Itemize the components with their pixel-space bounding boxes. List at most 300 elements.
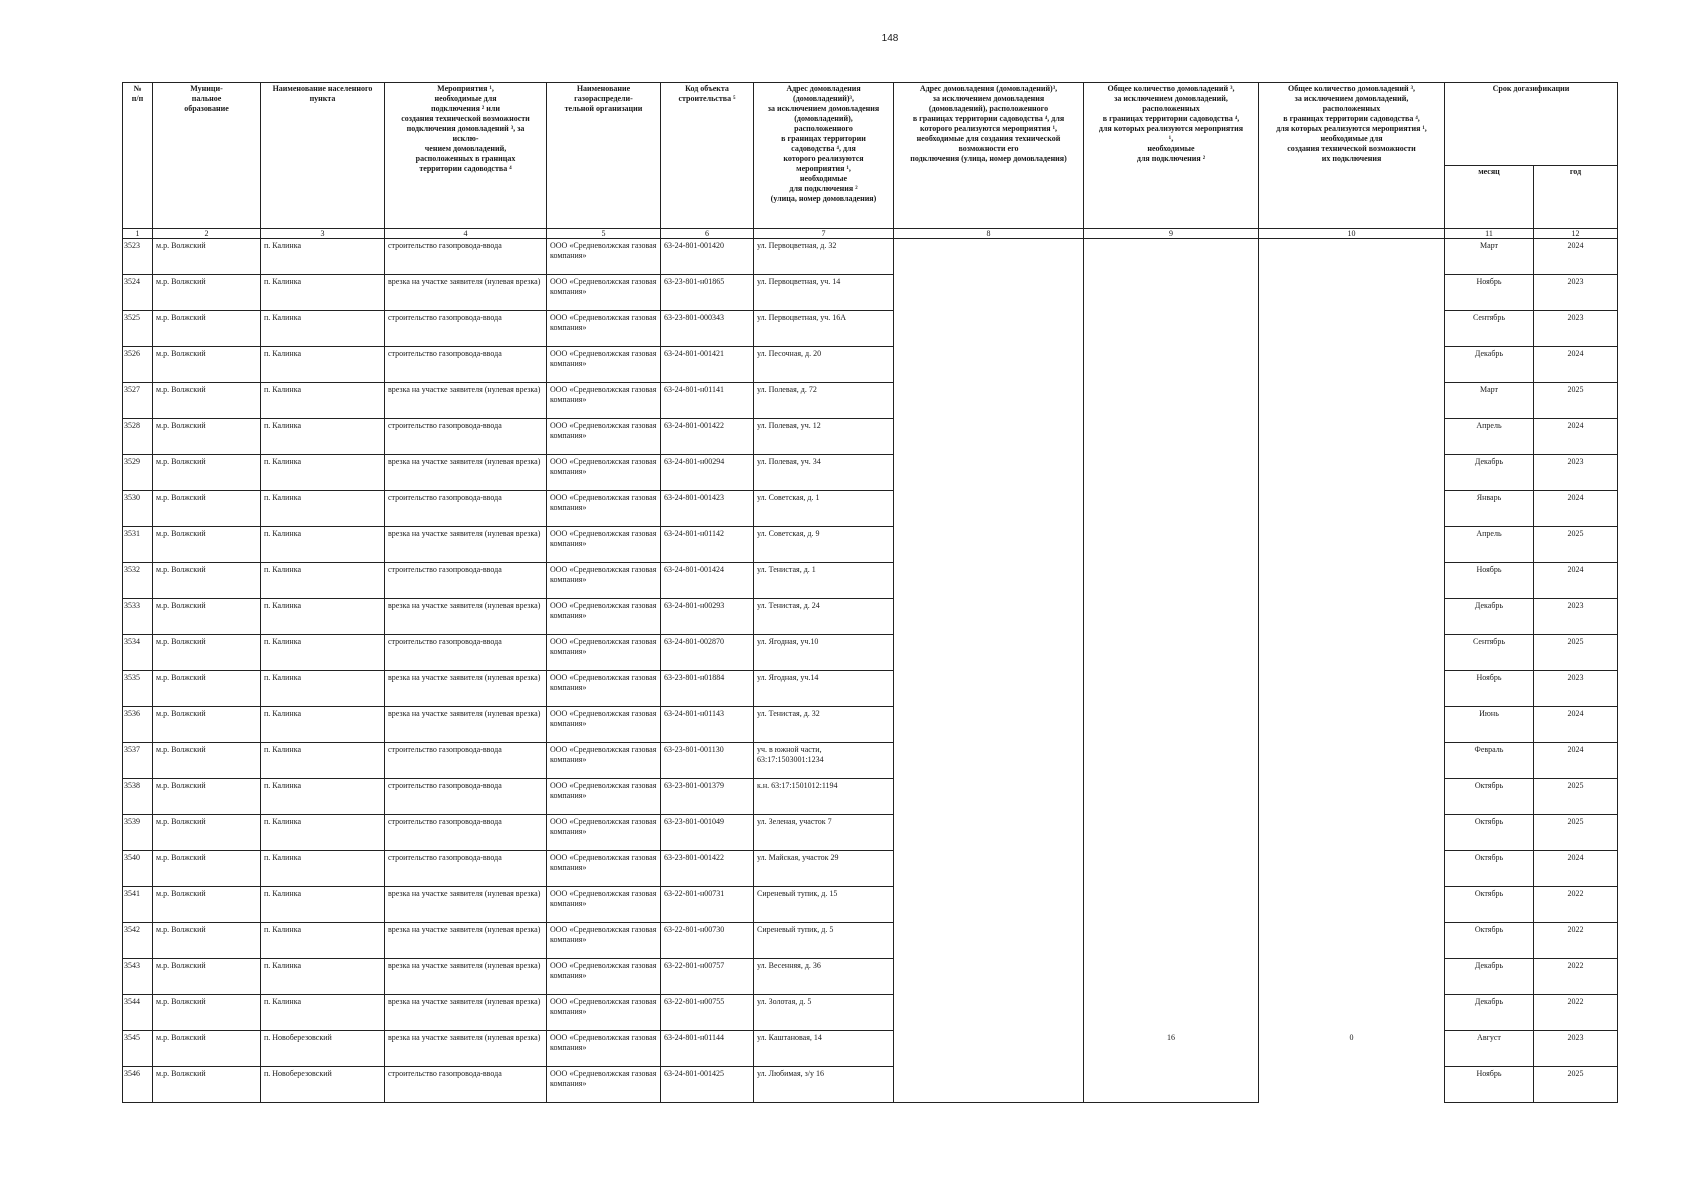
year-cell: 2024 bbox=[1534, 347, 1618, 383]
row-number: 3538 bbox=[123, 779, 153, 815]
event-cell: строительство газопровода-ввода bbox=[385, 347, 547, 383]
object-code-cell: 63-24-801-н00293 bbox=[661, 599, 754, 635]
organization-cell: ООО «Средневолжская газовая компания» bbox=[547, 383, 661, 419]
count-connection-cell bbox=[1084, 815, 1259, 851]
count-connection-cell bbox=[1084, 599, 1259, 635]
address-technical-cell bbox=[894, 599, 1084, 635]
column-number: 4 bbox=[385, 229, 547, 239]
column-number: 7 bbox=[754, 229, 894, 239]
address-technical-cell bbox=[894, 1031, 1084, 1067]
address-cell: ул. Ягодная, уч.10 bbox=[754, 635, 894, 671]
table-row bbox=[123, 923, 1618, 959]
event-cell: врезка на участке заявителя (нулевая врезка) bbox=[385, 383, 547, 419]
column-number: 8 bbox=[894, 229, 1084, 239]
table-row bbox=[123, 743, 1618, 779]
object-code-cell: 63-23-801-001379 bbox=[661, 779, 754, 815]
settlement-cell: п. Калинка bbox=[261, 923, 385, 959]
year-cell: 2023 bbox=[1534, 671, 1618, 707]
address-cell: Сиреневый тупик, д. 15 bbox=[754, 887, 894, 923]
settlement-cell: п. Калинка bbox=[261, 599, 385, 635]
address-technical-cell bbox=[894, 887, 1084, 923]
event-cell: врезка на участке заявителя (нулевая врезка) bbox=[385, 995, 547, 1031]
table-row bbox=[123, 311, 1618, 347]
header-number: № п/п bbox=[123, 83, 153, 229]
row-number: 3542 bbox=[123, 923, 153, 959]
address-technical-cell bbox=[894, 419, 1084, 455]
year-cell: 2022 bbox=[1534, 959, 1618, 995]
table-body bbox=[123, 239, 1618, 1103]
count-technical-cell bbox=[1259, 527, 1445, 563]
event-cell: строительство газопровода-ввода bbox=[385, 851, 547, 887]
table-row bbox=[123, 455, 1618, 491]
row-number: 3543 bbox=[123, 959, 153, 995]
column-number: 3 bbox=[261, 229, 385, 239]
object-code-cell: 63-23-801-н01865 bbox=[661, 275, 754, 311]
municipality-cell: м.р. Волжский bbox=[153, 995, 261, 1031]
object-code-cell: 63-23-801-001049 bbox=[661, 815, 754, 851]
event-cell: врезка на участке заявителя (нулевая врезка) bbox=[385, 275, 547, 311]
settlement-cell: п. Калинка bbox=[261, 635, 385, 671]
object-code-cell: 63-24-801-н01142 bbox=[661, 527, 754, 563]
event-cell: врезка на участке заявителя (нулевая врезка) bbox=[385, 671, 547, 707]
header-address-connection: Адрес домовладения (домовладений)³, за исключением домовладения (домовладений), расположенного в границах территории садоводства ⁴, для которого реализуются мероприятия ¹, необходимые для подключения ² (улица, номер домовладения) bbox=[754, 83, 894, 229]
settlement-cell: п. Калинка bbox=[261, 383, 385, 419]
organization-cell: ООО «Средневолжская газовая компания» bbox=[547, 419, 661, 455]
settlement-cell: п. Калинка bbox=[261, 743, 385, 779]
municipality-cell: м.р. Волжский bbox=[153, 815, 261, 851]
organization-cell: ООО «Средневолжская газовая компания» bbox=[547, 239, 661, 275]
count-technical-cell bbox=[1259, 671, 1445, 707]
address-cell: уч. в южной части, 63:17:1503001:1234 bbox=[754, 743, 894, 779]
column-number: 12 bbox=[1534, 229, 1618, 239]
table-row bbox=[123, 635, 1618, 671]
year-cell: 2023 bbox=[1534, 1031, 1618, 1067]
row-number: 3526 bbox=[123, 347, 153, 383]
address-technical-cell bbox=[894, 1067, 1084, 1103]
count-technical-cell: 0 bbox=[1259, 1031, 1445, 1067]
month-cell: Август bbox=[1445, 1031, 1534, 1067]
header-settlement: Наименование населенного пункта bbox=[261, 83, 385, 229]
address-technical-cell bbox=[894, 815, 1084, 851]
municipality-cell: м.р. Волжский bbox=[153, 1067, 261, 1103]
column-number: 10 bbox=[1259, 229, 1445, 239]
event-cell: строительство газопровода-ввода bbox=[385, 815, 547, 851]
column-number-row bbox=[123, 229, 1618, 239]
event-cell: строительство газопровода-ввода bbox=[385, 779, 547, 815]
column-number: 11 bbox=[1445, 229, 1534, 239]
address-cell: ул. Первоцветная, д. 32 bbox=[754, 239, 894, 275]
address-technical-cell bbox=[894, 347, 1084, 383]
event-cell: строительство газопровода-ввода bbox=[385, 563, 547, 599]
count-connection-cell bbox=[1084, 743, 1259, 779]
month-cell: Декабрь bbox=[1445, 455, 1534, 491]
organization-cell: ООО «Средневолжская газовая компания» bbox=[547, 815, 661, 851]
month-cell: Апрель bbox=[1445, 527, 1534, 563]
month-cell: Апрель bbox=[1445, 419, 1534, 455]
row-number: 3535 bbox=[123, 671, 153, 707]
address-technical-cell bbox=[894, 383, 1084, 419]
row-number: 3531 bbox=[123, 527, 153, 563]
municipality-cell: м.р. Волжский bbox=[153, 311, 261, 347]
month-cell: Март bbox=[1445, 383, 1534, 419]
object-code-cell: 63-24-801-001423 bbox=[661, 491, 754, 527]
count-connection-cell bbox=[1084, 707, 1259, 743]
table-row bbox=[123, 419, 1618, 455]
municipality-cell: м.р. Волжский bbox=[153, 851, 261, 887]
organization-cell: ООО «Средневолжская газовая компания» bbox=[547, 779, 661, 815]
object-code-cell: 63-24-801-001425 bbox=[661, 1067, 754, 1103]
address-technical-cell bbox=[894, 707, 1084, 743]
column-number: 1 bbox=[123, 229, 153, 239]
table-row bbox=[123, 383, 1618, 419]
municipality-cell: м.р. Волжский bbox=[153, 239, 261, 275]
header-row bbox=[123, 83, 1618, 166]
count-technical-cell bbox=[1259, 455, 1445, 491]
row-number: 3529 bbox=[123, 455, 153, 491]
count-connection-cell bbox=[1084, 959, 1259, 995]
row-number: 3524 bbox=[123, 275, 153, 311]
count-technical-cell bbox=[1259, 923, 1445, 959]
organization-cell: ООО «Средневолжская газовая компания» bbox=[547, 887, 661, 923]
municipality-cell: м.р. Волжский bbox=[153, 635, 261, 671]
table-row bbox=[123, 815, 1618, 851]
count-technical-cell bbox=[1259, 851, 1445, 887]
event-cell: врезка на участке заявителя (нулевая врезка) bbox=[385, 923, 547, 959]
object-code-cell: 63-24-801-001421 bbox=[661, 347, 754, 383]
year-cell: 2025 bbox=[1534, 1067, 1618, 1103]
settlement-cell: п. Калинка bbox=[261, 239, 385, 275]
count-technical-cell bbox=[1259, 959, 1445, 995]
address-cell: ул. Полевая, уч. 12 bbox=[754, 419, 894, 455]
event-cell: строительство газопровода-ввода bbox=[385, 635, 547, 671]
month-cell: Сентябрь bbox=[1445, 635, 1534, 671]
organization-cell: ООО «Средневолжская газовая компания» bbox=[547, 743, 661, 779]
address-technical-cell bbox=[894, 275, 1084, 311]
month-cell: Октябрь bbox=[1445, 815, 1534, 851]
year-cell: 2022 bbox=[1534, 995, 1618, 1031]
count-connection-cell bbox=[1084, 455, 1259, 491]
event-cell: врезка на участке заявителя (нулевая врезка) bbox=[385, 959, 547, 995]
object-code-cell: 63-24-801-001424 bbox=[661, 563, 754, 599]
address-technical-cell bbox=[894, 995, 1084, 1031]
organization-cell: ООО «Средневолжская газовая компания» bbox=[547, 671, 661, 707]
municipality-cell: м.р. Волжский bbox=[153, 455, 261, 491]
row-number: 3536 bbox=[123, 707, 153, 743]
municipality-cell: м.р. Волжский bbox=[153, 491, 261, 527]
year-cell: 2024 bbox=[1534, 707, 1618, 743]
count-technical-cell bbox=[1259, 779, 1445, 815]
settlement-cell: п. Калинка bbox=[261, 887, 385, 923]
settlement-cell: п. Калинка bbox=[261, 995, 385, 1031]
address-cell: ул. Майская, участок 29 bbox=[754, 851, 894, 887]
table-row bbox=[123, 779, 1618, 815]
count-connection-cell bbox=[1084, 419, 1259, 455]
month-cell: Январь bbox=[1445, 491, 1534, 527]
address-cell: ул. Советская, д. 1 bbox=[754, 491, 894, 527]
object-code-cell: 63-22-801-н00757 bbox=[661, 959, 754, 995]
municipality-cell: м.р. Волжский bbox=[153, 959, 261, 995]
month-cell: Ноябрь bbox=[1445, 563, 1534, 599]
year-cell: 2022 bbox=[1534, 887, 1618, 923]
address-cell: к.н. 63:17:1501012:1194 bbox=[754, 779, 894, 815]
year-cell: 2025 bbox=[1534, 779, 1618, 815]
address-technical-cell bbox=[894, 491, 1084, 527]
month-cell: Декабрь bbox=[1445, 959, 1534, 995]
year-cell: 2025 bbox=[1534, 815, 1618, 851]
month-cell: Июнь bbox=[1445, 707, 1534, 743]
organization-cell: ООО «Средневолжская газовая компания» bbox=[547, 1067, 661, 1103]
year-cell: 2023 bbox=[1534, 455, 1618, 491]
address-technical-cell bbox=[894, 743, 1084, 779]
address-cell: ул. Первоцветная, уч. 14 bbox=[754, 275, 894, 311]
count-technical-cell bbox=[1259, 635, 1445, 671]
count-technical-cell bbox=[1259, 815, 1445, 851]
municipality-cell: м.р. Волжский bbox=[153, 347, 261, 383]
count-technical-cell bbox=[1259, 599, 1445, 635]
count-connection-cell bbox=[1084, 851, 1259, 887]
count-connection-cell bbox=[1084, 779, 1259, 815]
municipality-cell: м.р. Волжский bbox=[153, 275, 261, 311]
address-cell: ул. Ягодная, уч.14 bbox=[754, 671, 894, 707]
count-connection-cell bbox=[1084, 1067, 1259, 1103]
settlement-cell: п. Калинка bbox=[261, 491, 385, 527]
table-row bbox=[123, 707, 1618, 743]
count-technical-cell bbox=[1259, 743, 1445, 779]
column-number: 5 bbox=[547, 229, 661, 239]
year-cell: 2023 bbox=[1534, 311, 1618, 347]
count-technical-cell bbox=[1259, 995, 1445, 1031]
row-number: 3530 bbox=[123, 491, 153, 527]
header-address-technical: Адрес домовладения (домовладений)³, за исключением домовладения (домовладений), расположенного в границах территории садоводства ⁴, для которого реализуются мероприятия ¹, необходимые для создания технической возможности его подключения (улица, номер домовладения) bbox=[894, 83, 1084, 229]
object-code-cell: 63-22-801-н00755 bbox=[661, 995, 754, 1031]
count-technical-cell bbox=[1259, 419, 1445, 455]
count-technical-cell bbox=[1259, 1067, 1445, 1103]
event-cell: врезка на участке заявителя (нулевая врезка) bbox=[385, 455, 547, 491]
table-row bbox=[123, 887, 1618, 923]
year-cell: 2024 bbox=[1534, 491, 1618, 527]
month-cell: Октябрь bbox=[1445, 923, 1534, 959]
settlement-cell: п. Калинка bbox=[261, 671, 385, 707]
address-technical-cell bbox=[894, 851, 1084, 887]
settlement-cell: п. Калинка bbox=[261, 707, 385, 743]
organization-cell: ООО «Средневолжская газовая компания» bbox=[547, 527, 661, 563]
address-cell: ул. Тенистая, д. 24 bbox=[754, 599, 894, 635]
event-cell: строительство газопровода-ввода bbox=[385, 239, 547, 275]
table-row bbox=[123, 275, 1618, 311]
event-cell: строительство газопровода-ввода bbox=[385, 1067, 547, 1103]
count-connection-cell bbox=[1084, 527, 1259, 563]
address-technical-cell bbox=[894, 779, 1084, 815]
count-technical-cell bbox=[1259, 275, 1445, 311]
header-deadline: Срок догазификации bbox=[1445, 83, 1618, 166]
address-cell: ул. Первоцветная, уч. 16А bbox=[754, 311, 894, 347]
month-cell: Ноябрь bbox=[1445, 1067, 1534, 1103]
header-year: год bbox=[1534, 166, 1618, 229]
municipality-cell: м.р. Волжский bbox=[153, 923, 261, 959]
table-row bbox=[123, 851, 1618, 887]
settlement-cell: п. Новоберезовский bbox=[261, 1067, 385, 1103]
count-connection-cell bbox=[1084, 491, 1259, 527]
object-code-cell: 63-22-801-н00730 bbox=[661, 923, 754, 959]
object-code-cell: 63-23-801-001130 bbox=[661, 743, 754, 779]
gasification-table bbox=[122, 82, 1618, 1103]
organization-cell: ООО «Средневолжская газовая компания» bbox=[547, 995, 661, 1031]
table-row bbox=[123, 527, 1618, 563]
settlement-cell: п. Калинка bbox=[261, 347, 385, 383]
settlement-cell: п. Калинка bbox=[261, 959, 385, 995]
address-cell: ул. Полевая, уч. 34 bbox=[754, 455, 894, 491]
event-cell: строительство газопровода-ввода bbox=[385, 311, 547, 347]
count-connection-cell bbox=[1084, 563, 1259, 599]
organization-cell: ООО «Средневолжская газовая компания» bbox=[547, 563, 661, 599]
settlement-cell: п. Калинка bbox=[261, 563, 385, 599]
event-cell: врезка на участке заявителя (нулевая врезка) bbox=[385, 527, 547, 563]
row-number: 3539 bbox=[123, 815, 153, 851]
row-number: 3533 bbox=[123, 599, 153, 635]
organization-cell: ООО «Средневолжская газовая компания» bbox=[547, 923, 661, 959]
settlement-cell: п. Калинка bbox=[261, 311, 385, 347]
count-technical-cell bbox=[1259, 563, 1445, 599]
address-technical-cell bbox=[894, 239, 1084, 275]
row-number: 3527 bbox=[123, 383, 153, 419]
count-connection-cell bbox=[1084, 383, 1259, 419]
settlement-cell: п. Калинка bbox=[261, 455, 385, 491]
count-connection-cell bbox=[1084, 995, 1259, 1031]
address-cell: Сиреневый тупик, д. 5 bbox=[754, 923, 894, 959]
table-row bbox=[123, 491, 1618, 527]
address-cell: ул. Тенистая, д. 1 bbox=[754, 563, 894, 599]
table-row bbox=[123, 1067, 1618, 1103]
year-cell: 2024 bbox=[1534, 239, 1618, 275]
month-cell: Сентябрь bbox=[1445, 311, 1534, 347]
table-row bbox=[123, 563, 1618, 599]
object-code-cell: 63-24-801-н01143 bbox=[661, 707, 754, 743]
header-count-connection: Общее количество домовладений ³, за исключением домовладений, расположенных в границах территории садоводства ⁴, для которых реализуются мероприятия ¹, необходимые для подключения ² bbox=[1084, 83, 1259, 229]
object-code-cell: 63-24-801-н00294 bbox=[661, 455, 754, 491]
event-cell: врезка на участке заявителя (нулевая врезка) bbox=[385, 707, 547, 743]
address-cell: ул. Тенистая, д. 32 bbox=[754, 707, 894, 743]
count-connection-cell bbox=[1084, 887, 1259, 923]
municipality-cell: м.р. Волжский bbox=[153, 599, 261, 635]
header-organization: Наименование газораспредели- тельной организации bbox=[547, 83, 661, 229]
month-cell: Октябрь bbox=[1445, 887, 1534, 923]
row-number: 3534 bbox=[123, 635, 153, 671]
column-number: 9 bbox=[1084, 229, 1259, 239]
address-cell: ул. Каштановая, 14 bbox=[754, 1031, 894, 1067]
settlement-cell: п. Калинка bbox=[261, 779, 385, 815]
table-row bbox=[123, 671, 1618, 707]
organization-cell: ООО «Средневолжская газовая компания» bbox=[547, 851, 661, 887]
event-cell: строительство газопровода-ввода bbox=[385, 419, 547, 455]
object-code-cell: 63-22-801-н00731 bbox=[661, 887, 754, 923]
settlement-cell: п. Калинка bbox=[261, 815, 385, 851]
count-connection-cell bbox=[1084, 275, 1259, 311]
address-technical-cell bbox=[894, 563, 1084, 599]
address-cell: ул. Любимая, з/у 16 bbox=[754, 1067, 894, 1103]
municipality-cell: м.р. Волжский bbox=[153, 1031, 261, 1067]
year-cell: 2024 bbox=[1534, 563, 1618, 599]
count-technical-cell bbox=[1259, 887, 1445, 923]
settlement-cell: п. Калинка bbox=[261, 851, 385, 887]
year-cell: 2022 bbox=[1534, 923, 1618, 959]
year-cell: 2025 bbox=[1534, 527, 1618, 563]
object-code-cell: 63-24-801-н01144 bbox=[661, 1031, 754, 1067]
object-code-cell: 63-23-801-н01884 bbox=[661, 671, 754, 707]
month-cell: Ноябрь bbox=[1445, 671, 1534, 707]
organization-cell: ООО «Средневолжская газовая компания» bbox=[547, 491, 661, 527]
table-row bbox=[123, 599, 1618, 635]
row-number: 3540 bbox=[123, 851, 153, 887]
organization-cell: ООО «Средневолжская газовая компания» bbox=[547, 347, 661, 383]
municipality-cell: м.р. Волжский bbox=[153, 707, 261, 743]
address-technical-cell bbox=[894, 311, 1084, 347]
month-cell: Ноябрь bbox=[1445, 275, 1534, 311]
event-cell: врезка на участке заявителя (нулевая врезка) bbox=[385, 1031, 547, 1067]
organization-cell: ООО «Средневолжская газовая компания» bbox=[547, 635, 661, 671]
row-number: 3523 bbox=[123, 239, 153, 275]
column-number: 6 bbox=[661, 229, 754, 239]
address-technical-cell bbox=[894, 527, 1084, 563]
header-count-technical: Общее количество домовладений ³, за исключением домовладений, расположенных в границах территории садоводства ⁴, для которых реализуются мероприятия ¹, необходимые для создания технической возможности их подключения bbox=[1259, 83, 1445, 229]
municipality-cell: м.р. Волжский bbox=[153, 671, 261, 707]
column-number: 2 bbox=[153, 229, 261, 239]
organization-cell: ООО «Средневолжская газовая компания» bbox=[547, 707, 661, 743]
address-technical-cell bbox=[894, 959, 1084, 995]
settlement-cell: п. Калинка bbox=[261, 419, 385, 455]
month-cell: Март bbox=[1445, 239, 1534, 275]
organization-cell: ООО «Средневолжская газовая компания» bbox=[547, 959, 661, 995]
month-cell: Февраль bbox=[1445, 743, 1534, 779]
address-cell: ул. Зеленая, участок 7 bbox=[754, 815, 894, 851]
organization-cell: ООО «Средневолжская газовая компания» bbox=[547, 311, 661, 347]
row-number: 3544 bbox=[123, 995, 153, 1031]
row-number: 3546 bbox=[123, 1067, 153, 1103]
year-cell: 2024 bbox=[1534, 419, 1618, 455]
municipality-cell: м.р. Волжский bbox=[153, 419, 261, 455]
count-technical-cell bbox=[1259, 311, 1445, 347]
municipality-cell: м.р. Волжский bbox=[153, 383, 261, 419]
settlement-cell: п. Калинка bbox=[261, 275, 385, 311]
count-technical-cell bbox=[1259, 239, 1445, 275]
address-technical-cell bbox=[894, 635, 1084, 671]
count-technical-cell bbox=[1259, 491, 1445, 527]
event-cell: строительство газопровода-ввода bbox=[385, 743, 547, 779]
municipality-cell: м.р. Волжский bbox=[153, 779, 261, 815]
event-cell: врезка на участке заявителя (нулевая врезка) bbox=[385, 887, 547, 923]
row-number: 3541 bbox=[123, 887, 153, 923]
event-cell: врезка на участке заявителя (нулевая врезка) bbox=[385, 599, 547, 635]
year-cell: 2023 bbox=[1534, 275, 1618, 311]
header-events: Мероприятия ¹, необходимые для подключения ² или создания технической возможности подключения домовладений ³, за исклю- чением домовладений, расположенных в границах территории садоводства ⁴ bbox=[385, 83, 547, 229]
table-row bbox=[123, 1031, 1618, 1067]
settlement-cell: п. Калинка bbox=[261, 527, 385, 563]
object-code-cell: 63-24-801-002870 bbox=[661, 635, 754, 671]
count-connection-cell bbox=[1084, 923, 1259, 959]
year-cell: 2025 bbox=[1534, 635, 1618, 671]
object-code-cell: 63-24-801-001420 bbox=[661, 239, 754, 275]
count-connection-cell: 16 bbox=[1084, 1031, 1259, 1067]
count-connection-cell bbox=[1084, 347, 1259, 383]
row-number: 3537 bbox=[123, 743, 153, 779]
row-number: 3545 bbox=[123, 1031, 153, 1067]
municipality-cell: м.р. Волжский bbox=[153, 743, 261, 779]
row-number: 3532 bbox=[123, 563, 153, 599]
municipality-cell: м.р. Волжский bbox=[153, 887, 261, 923]
object-code-cell: 63-24-801-н01141 bbox=[661, 383, 754, 419]
header-object-code: Код объекта строительства ⁵ bbox=[661, 83, 754, 229]
count-connection-cell bbox=[1084, 239, 1259, 275]
page-number: 148 bbox=[881, 33, 899, 44]
